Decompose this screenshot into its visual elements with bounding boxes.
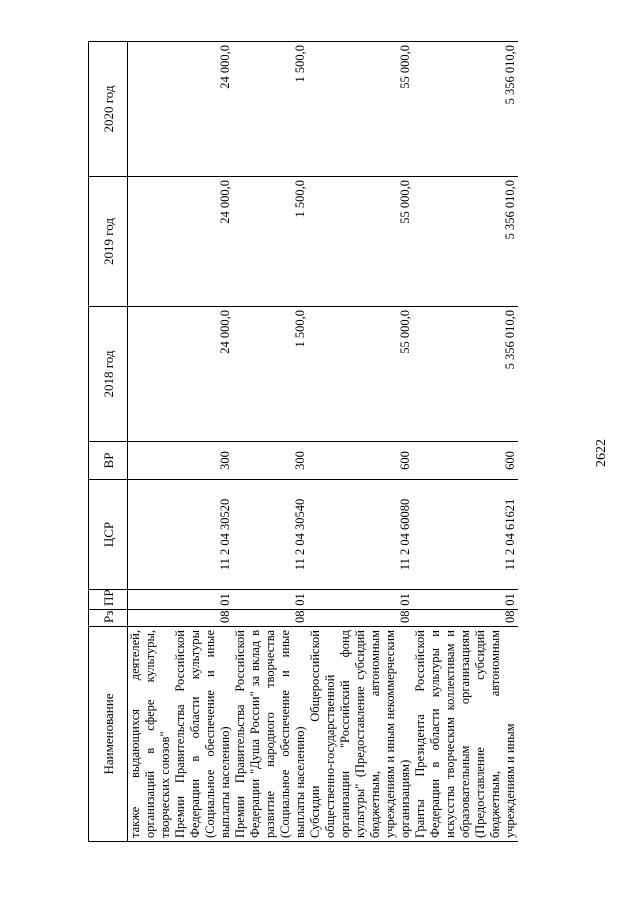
row-vr: 600 bbox=[308, 442, 413, 480]
row-2020: 1 500,0 bbox=[233, 42, 308, 177]
row-2020: 5 356 010,0 bbox=[413, 42, 518, 177]
row-2019: 5 356 010,0 bbox=[413, 177, 518, 307]
row-csr: 11 2 04 60080 bbox=[308, 480, 413, 590]
page-number-text: 2622 bbox=[594, 438, 609, 467]
row-2019: 24 000,0 bbox=[173, 177, 233, 307]
budget-table-sheet bbox=[88, 42, 548, 842]
row-vr: 600 bbox=[413, 442, 518, 480]
row-csr: 11 2 04 30520 bbox=[173, 480, 233, 590]
table-row bbox=[128, 42, 174, 842]
row-2018: 1 500,0 bbox=[233, 307, 308, 442]
row-2018: 5 356 010,0 bbox=[413, 307, 518, 442]
header-pr: ПР bbox=[89, 590, 128, 610]
budget-table bbox=[88, 41, 518, 842]
table-row bbox=[308, 42, 413, 842]
table-header-row bbox=[89, 42, 128, 842]
row-2018 bbox=[128, 307, 174, 442]
header-vr: ВР bbox=[89, 442, 128, 480]
row-csr: 11 2 04 61621 bbox=[413, 480, 518, 590]
header-2019: 2019 год bbox=[89, 177, 128, 307]
row-2018: 55 000,0 bbox=[308, 307, 413, 442]
row-name: Премии Правительства Российской Федерации в области культуры (Социальное обеспечение и иные выплаты населению) bbox=[173, 627, 233, 842]
row-rz bbox=[128, 610, 174, 627]
header-2018: 2018 год bbox=[89, 307, 128, 442]
row-2018: 24 000,0 bbox=[173, 307, 233, 442]
row-csr: 11 2 04 30540 bbox=[233, 480, 308, 590]
row-pr: 01 bbox=[308, 590, 413, 610]
row-pr: 01 bbox=[173, 590, 233, 610]
row-2020 bbox=[128, 42, 174, 177]
row-pr: 01 bbox=[233, 590, 308, 610]
row-pr: 01 bbox=[413, 590, 518, 610]
row-pr bbox=[128, 590, 174, 610]
table-row bbox=[173, 42, 233, 842]
row-vr: 300 bbox=[173, 442, 233, 480]
row-rz: 08 bbox=[233, 610, 308, 627]
row-vr bbox=[128, 442, 174, 480]
row-rz: 08 bbox=[413, 610, 518, 627]
row-2020: 55 000,0 bbox=[308, 42, 413, 177]
row-2019: 55 000,0 bbox=[308, 177, 413, 307]
row-vr: 300 bbox=[233, 442, 308, 480]
header-rz: Рз bbox=[89, 610, 128, 627]
table-row bbox=[233, 42, 308, 842]
table-row bbox=[413, 42, 518, 842]
row-name: Гранты Президента Российской Федерации в области культуры и искусства творческим коллективам и образовательным организациям (Предоставление субсидий бюджетным, автономным учреждениям и иным bbox=[413, 627, 518, 842]
row-name: Субсидии Общероссийской общественно-государственной организации "Российский фонд культуры" (Предоставление субсидий бюджетным, автономным учреждениям и иным некоммерческим организациям) bbox=[308, 627, 413, 842]
header-csr: ЦСР bbox=[89, 480, 128, 590]
header-name: Наименование bbox=[89, 627, 128, 842]
header-2020: 2020 год bbox=[89, 42, 128, 177]
row-csr bbox=[128, 480, 174, 590]
row-2019: 1 500,0 bbox=[233, 177, 308, 307]
row-name: Премии Правительства Российской Федерации "Душа России" за вклад в развитие народного творчества (Социальное обеспечение и иные выплаты населению) bbox=[233, 627, 308, 842]
row-rz: 08 bbox=[173, 610, 233, 627]
row-2020: 24 000,0 bbox=[173, 42, 233, 177]
row-name: также выдающихся деятелей, организаций в сфере культуры, творческих союзов" bbox=[128, 627, 174, 842]
row-2019 bbox=[128, 177, 174, 307]
row-rz: 08 bbox=[308, 610, 413, 627]
page-number bbox=[592, 0, 612, 905]
